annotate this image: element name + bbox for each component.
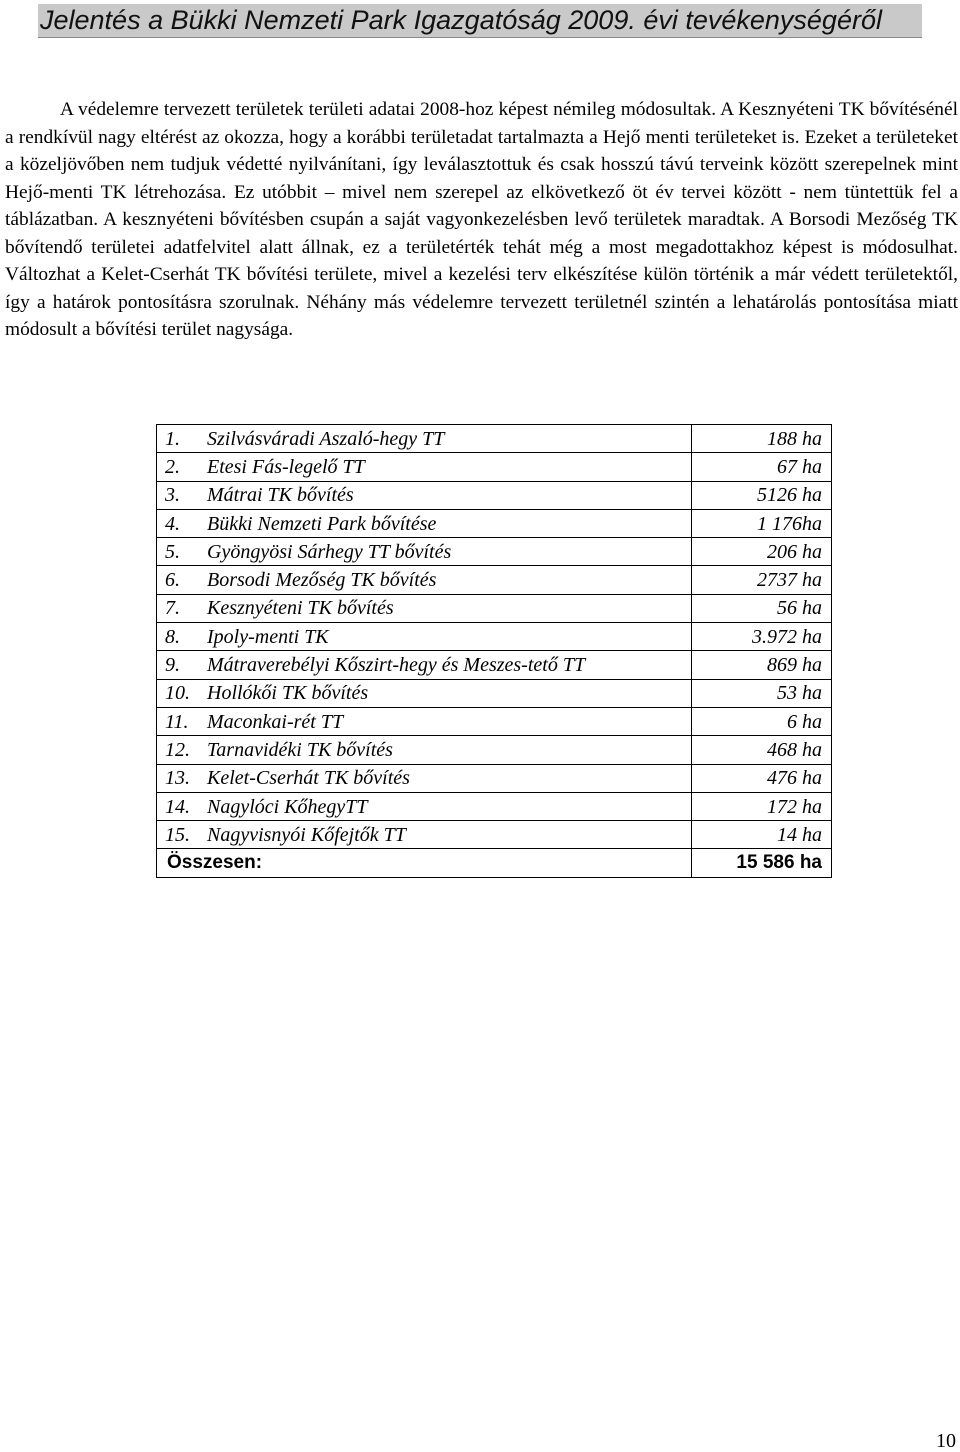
area-name: Szilvásváradi Aszaló-hegy TT (207, 425, 692, 453)
area-size: 67 ha (692, 453, 832, 481)
area-name: Maconkai-rét TT (207, 707, 692, 735)
area-name: Kelet-Cserhát TK bővítés (207, 764, 692, 792)
page-number: 10 (936, 1430, 956, 1452)
row-number: 11. (157, 707, 208, 735)
area-size: 476 ha (692, 764, 832, 792)
row-number: 7. (157, 594, 208, 622)
running-header (38, 4, 922, 38)
table-row (157, 707, 832, 735)
row-number: 12. (157, 736, 208, 764)
row-number: 4. (157, 509, 208, 537)
area-name: Kesznyéteni TK bővítés (207, 594, 692, 622)
row-number: 9. (157, 651, 208, 679)
area-name: Borsodi Mezőség TK bővítés (207, 566, 692, 594)
table-row (157, 821, 832, 849)
table-row (157, 481, 832, 509)
area-size: 188 ha (692, 425, 832, 453)
header-title: Jelentés a Bükki Nemzeti Park Igazgatóság 2009. évi tevékenységéről (40, 5, 882, 35)
table-row (157, 425, 832, 453)
table-row (157, 651, 832, 679)
table-row (157, 623, 832, 651)
row-number: 3. (157, 481, 208, 509)
area-size: 206 ha (692, 538, 832, 566)
area-name: Bükki Nemzeti Park bővítése (207, 509, 692, 537)
table-row (157, 509, 832, 537)
total-label: Összesen: (157, 849, 692, 877)
area-name: Mátraverebélyi Kőszirt-hegy és Meszes-tető TT (207, 651, 692, 679)
total-value: 15 586 ha (692, 849, 832, 877)
area-size: 3.972 ha (692, 623, 832, 651)
row-number: 1. (157, 425, 208, 453)
table-row (157, 792, 832, 820)
area-size: 5126 ha (692, 481, 832, 509)
area-name: Tarnavidéki TK bővítés (207, 736, 692, 764)
area-size: 56 ha (692, 594, 832, 622)
area-size: 6 ha (692, 707, 832, 735)
table-row (157, 736, 832, 764)
area-size: 2737 ha (692, 566, 832, 594)
area-size: 869 ha (692, 651, 832, 679)
area-name: Nagylóci KőhegyTT (207, 792, 692, 820)
body-paragraph: A védelemre tervezett területek területi adatai 2008-hoz képest némileg módosultak. A Kesznyéteni TK bővítésénél a rendkívül nagy eltérést az okozza, hogy a korábbi területadat tartalmazta a Hejő menti területeket is. Ezeket a területeket a közeljövőben nem tudjuk védetté nyilvánítani, így leválasztottuk és csak hosszú távú terveink között szerepelnek mint Hejő-menti TK létrehozása. Ez utóbbit – mivel nem szerepel az elkövetkező öt év tervei között - nem tüntettük fel a táblázatban. A kesznyéteni bővítésben csupán a saját vagyonkezelésben levő területek maradtak. A Borsodi Mezőség TK bővítendő területei adatfelvitel alatt állnak, ez a területérték tehát még a most megadottakhoz képest is módosulhat. Változhat a Kelet-Cserhát TK bővítési területe, mivel a kezelési terv elkészítése külön történik a már védett területektől, így a határok pontosításra szorulnak. Néhány más védelemre tervezett területnél szintén a lehatárolás pontosítása miatt módosult a bővítési terület nagysága. (5, 99, 958, 340)
row-number: 6. (157, 566, 208, 594)
row-number: 15. (157, 821, 208, 849)
protected-areas-table (156, 424, 832, 878)
area-name: Ipoly-menti TK (207, 623, 692, 651)
table-body (157, 425, 832, 878)
table-row (157, 679, 832, 707)
area-name: Mátrai TK bővítés (207, 481, 692, 509)
area-name: Hollókői TK bővítés (207, 679, 692, 707)
area-name: Nagyvisnyói Kőfejtők TT (207, 821, 692, 849)
area-size: 172 ha (692, 792, 832, 820)
row-number: 5. (157, 538, 208, 566)
row-number: 14. (157, 792, 208, 820)
table-row (157, 764, 832, 792)
table-row (157, 453, 832, 481)
table-row (157, 538, 832, 566)
area-size: 53 ha (692, 679, 832, 707)
row-number: 10. (157, 679, 208, 707)
row-number: 8. (157, 623, 208, 651)
area-size: 14 ha (692, 821, 832, 849)
area-name: Etesi Fás-legelő TT (207, 453, 692, 481)
area-name: Gyöngyösi Sárhegy TT bővítés (207, 538, 692, 566)
row-number: 13. (157, 764, 208, 792)
table-row (157, 594, 832, 622)
area-size: 468 ha (692, 736, 832, 764)
total-row (157, 849, 832, 877)
row-number: 2. (157, 453, 208, 481)
area-size: 1 176ha (692, 509, 832, 537)
table-row (157, 566, 832, 594)
